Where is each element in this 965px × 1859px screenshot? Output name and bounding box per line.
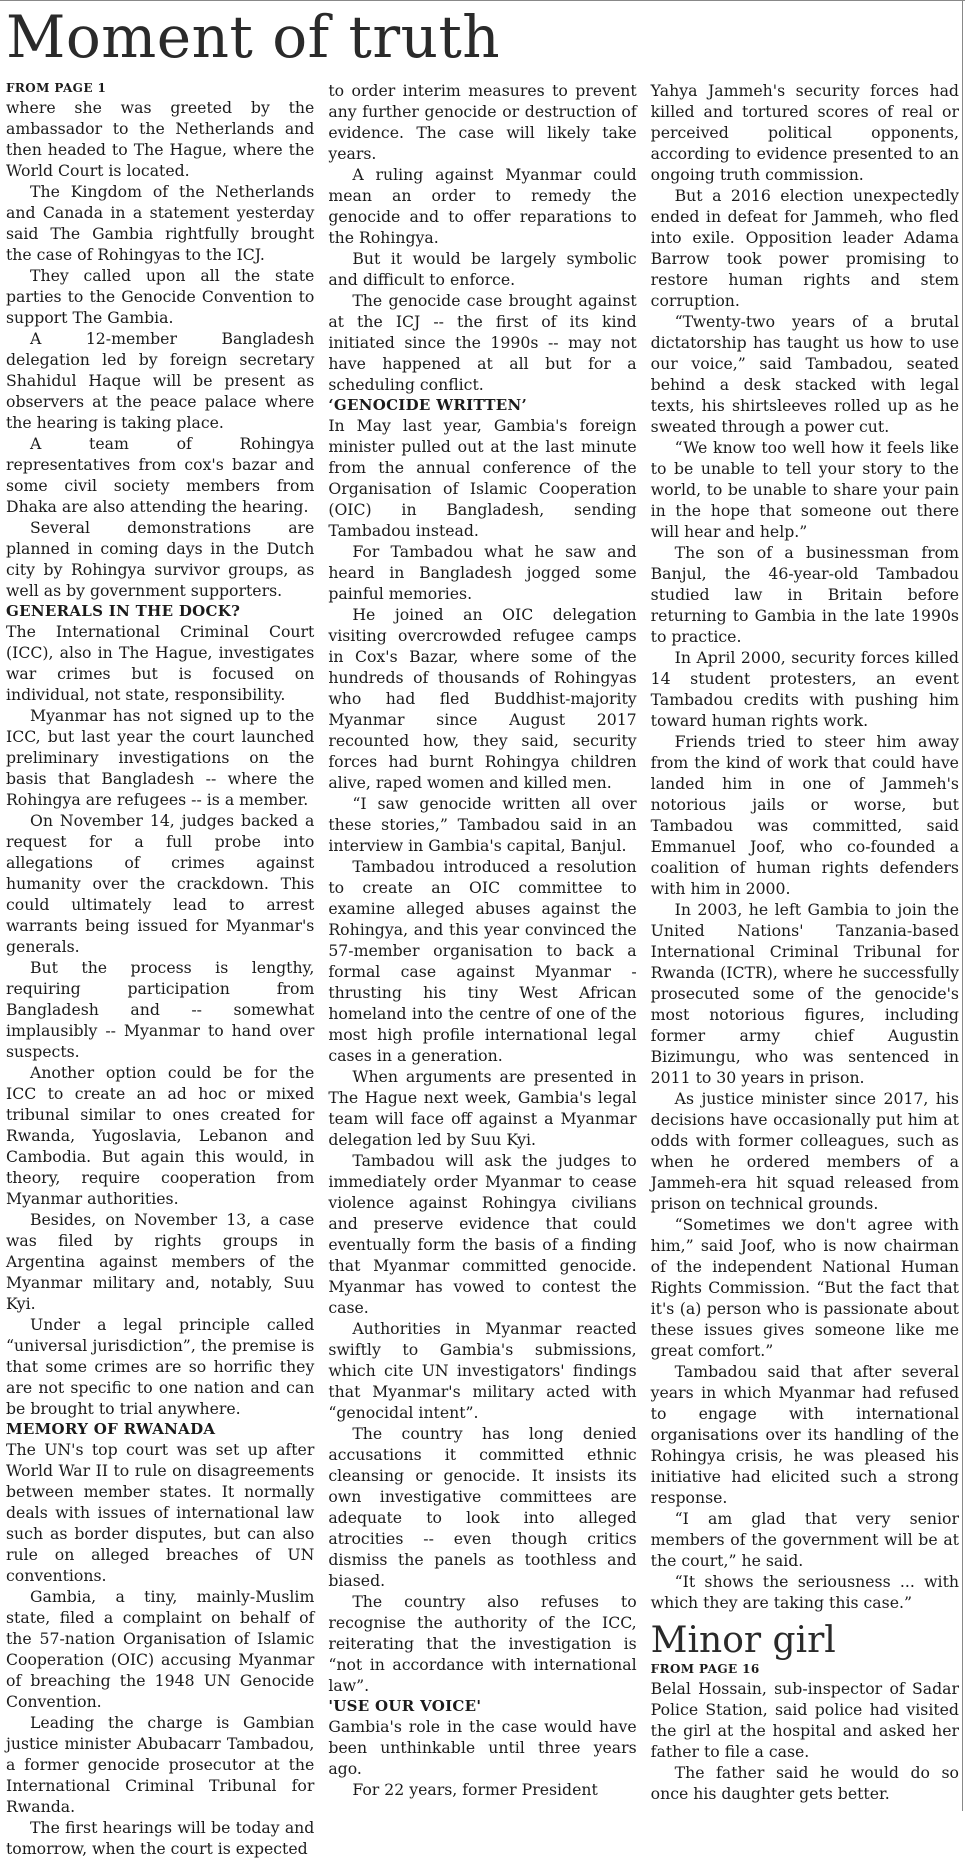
paragraph: They called upon all the state parties to the Genocide Convention to support The Gambia. (6, 266, 315, 327)
minor-girl-headline: Minor girl (650, 1620, 836, 1661)
paragraph: Authorities in Myanmar reacted swiftly to Gambia's submissions, which cite UN investigators' findings that Myanmar's military acted with “genocidal intent”. (328, 1319, 637, 1422)
paragraph: The country also refuses to recognise the authority of the ICC, reiterating that the investigation is “not in accordance with international law”. (328, 1592, 637, 1695)
paragraph: The International Criminal Court (ICC), also in The Hague, investigates war crimes but is focused on individual, not state, responsibility. (6, 622, 315, 704)
paragraph: Under a legal principle called “universal jurisdiction”, the premise is that some crimes are so horrific they are not specific to one nation and can be brought to trial anywhere. (6, 1315, 315, 1418)
paragraph: Gambia's role in the case would have been unthinkable until three years ago. (328, 1717, 637, 1778)
paragraph: A ruling against Myanmar could mean an order to remedy the genocide and to offer reparations to the Rohingya. (328, 165, 637, 247)
paragraph: For Tambadou what he saw and heard in Bangladesh jogged some painful memories. (328, 542, 637, 603)
paragraph: The country has long denied accusations it committed ethnic cleansing or genocide. It insists its own investigative committees are adequate to look into alleged atrocities -- even though critics dismiss the panels as toothless and biased. (328, 1424, 637, 1590)
paragraph: to order interim measures to prevent any further genocide or destruction of evidence. The case will likely take years. (328, 81, 637, 163)
paragraph: where she was greeted by the ambassador to the Netherlands and then headed to The Hague, where the World Court is located. (6, 98, 315, 180)
subheading-use-our-voice: 'USE OUR VOICE' (328, 1697, 482, 1715)
paragraph: Yahya Jammeh's security forces had killed and tortured scores of real or perceived political opponents, according to evidence presented to an ongoing truth commission. (650, 81, 959, 184)
paragraph: Besides, on November 13, a case was filed by rights groups in Argentina against members of the Myanmar military and, notably, Suu Kyi. (6, 1210, 315, 1313)
paragraph: “I am glad that very senior members of the government will be at the court,” he said. (650, 1509, 959, 1570)
paragraph: But it would be largely symbolic and difficult to enforce. (328, 249, 637, 289)
column-2 (328, 80, 636, 1859)
paragraph: In May last year, Gambia's foreign minister pulled out at the last minute from the annual conference of the Organisation of Islamic Cooperation (OIC) in Bangladesh, sending Tambadou instead. (328, 416, 637, 540)
paragraph: In April 2000, security forces killed 14 student protesters, an event Tambadou credits with pushing him toward human rights work. (650, 648, 959, 730)
paragraph: Gambia, a tiny, mainly-Muslim state, filed a complaint on behalf of the 57-nation Organisation of Islamic Cooperation (OIC) accusing Myanmar of breaching the 1948 UN Genocide Convention. (6, 1587, 315, 1711)
paragraph: In 2003, he left Gambia to join the United Nations' Tanzania-based International Criminal Tribunal for Rwanda (ICTR), where he successfully prosecuted some of the genocide's most notorious figures, including former army chief Augustin Bizimungu, who was sentenced in 2011 to 30 years in prison. (650, 900, 959, 1087)
paragraph: Leading the charge is Gambian justice minister Abubacarr Tambadou, a former genocide prosecutor at the International Criminal Tribunal for Rwanda. (6, 1713, 315, 1816)
paragraph: But a 2016 election unexpectedly ended in defeat for Jammeh, who fled into exile. Opposition leader Adama Barrow took power promising to restore human rights and stem corruption. (650, 186, 959, 310)
paragraph: Belal Hossain, sub-inspector of Sadar Police Station, said police had visited the girl at the hospital and asked her father to file a case. (650, 1679, 959, 1761)
from-page-16-label: FROM PAGE 16 (650, 1662, 760, 1676)
paragraph: Myanmar has not signed up to the ICC, but last year the court launched preliminary investigations on the basis that Bangladesh -- where the Rohingya are refugees -- is a member. (6, 706, 315, 809)
from-page-label: FROM PAGE 1 (6, 81, 107, 95)
paragraph: “Sometimes we don't agree with him,” said Joof, who is now chairman of the independent National Human Rights Commission. “But the fact that it's (a) person who is passionate about these issues gives someone like me great comfort.” (650, 1215, 959, 1360)
paragraph: Another option could be for the ICC to create an ad hoc or mixed tribunal similar to ones created for Rwanda, Yugoslavia, Lebanon and Cambodia. But again this would, in theory, require cooperation from Myanmar authorities. (6, 1063, 315, 1208)
paragraph: Tambadou introduced a resolution to create an OIC committee to examine alleged abuses against the Rohingya, and this year convinced the 57-member organisation to back a formal case against Myanmar - thrusting his tiny West African homeland into the centre of one of the most high profile international legal cases in a generation. (328, 857, 637, 1065)
paragraph: Friends tried to steer him away from the kind of work that could have landed him in one of Jammeh's notorious jails or worse, but Tambadou was committed, said Emmanuel Joof, who co-founded a coalition of human rights defenders with him in 2000. (650, 732, 959, 898)
article-columns (6, 80, 959, 1859)
paragraph: Tambadou said that after several years in which Myanmar had refused to engage with international organisations over its handling of the Rohingya crisis, he was pleased his initiative had elicited such a strong response. (650, 1362, 959, 1507)
paragraph: The son of a businessman from Banjul, the 46-year-old Tambadou studied law in Britain before returning to Gambia in the late 1990s to practice. (650, 543, 959, 646)
paragraph: The first hearings will be today and tomorrow, when the court is expected (6, 1818, 315, 1858)
paragraph: The Kingdom of the Netherlands and Canada in a statement yesterday said The Gambia rightfully brought the case of Rohingyas to the ICJ. (6, 182, 315, 264)
paragraph: The UN's top court was set up after World War II to rule on disagreements between member states. It normally deals with issues of international law such as border disputes, but can also rule on alleged breaches of UN conventions. (6, 1440, 315, 1585)
paragraph: For 22 years, former President (352, 1780, 598, 1799)
column-1 (6, 80, 314, 1859)
paragraph: On November 14, judges backed a request for a full probe into allegations of crimes against humanity over the crackdown. This could ultimately lead to arrest warrants being issued for Myanmar's generals. (6, 811, 315, 956)
subheading-rwanda: MEMORY OF RWANADA (6, 1420, 216, 1438)
paragraph: A team of Rohingya representatives from cox's bazar and some civil society members from Dhaka are also attending the hearing. (6, 434, 315, 516)
paragraph: But the process is lengthy, requiring participation from Bangladesh and -- somewhat implausibly -- Myanmar to hand over suspects. (6, 958, 315, 1061)
paragraph: When arguments are presented in The Hague next week, Gambia's legal team will face off against a Myanmar delegation led by Suu Kyi. (328, 1067, 637, 1149)
paragraph: As justice minister since 2017, his decisions have occasionally put him at odds with former colleagues, such as when he ordered members of a Jammeh-era hit squad released from prison on technical grounds. (650, 1089, 959, 1213)
paragraph: “We know too well how it feels like to be unable to tell your story to the world, to be unable to share your pain in the hope that someone out there will hear and help.” (650, 438, 959, 541)
paragraph: “I saw genocide written all over these stories,” Tambadou said in an interview in Gambia's capital, Banjul. (328, 794, 637, 855)
paragraph: “It shows the seriousness ... with which they are taking this case.” (650, 1572, 959, 1612)
headline: Moment of truth (6, 3, 501, 71)
paragraph: A 12-member Bangladesh delegation led by foreign secretary Shahidul Haque will be present as observers at the peace palace where the hearing is taking place. (6, 329, 315, 432)
paragraph: Several demonstrations are planned in coming days in the Dutch city by Rohingya survivor groups, as well as by government supporters. (6, 518, 315, 600)
paragraph: Tambadou will ask the judges to immediately order Myanmar to cease violence against Rohingya civilians and preserve evidence that could eventually form the basis of a finding that Myanmar committed genocide. Myanmar has vowed to contest the case. (328, 1151, 637, 1317)
right-rule (962, 0, 963, 1811)
column-3 (651, 80, 959, 1859)
subheading-genocide-written: ‘GENOCIDE WRITTEN’ (328, 396, 528, 414)
paragraph: “Twenty-two years of a brutal dictatorship has taught us how to use our voice,” said Tambadou, seated behind a desk stacked with legal texts, his shirtsleeves rolled up as he sweated through a power cut. (650, 312, 959, 436)
top-rule (0, 0, 965, 1)
paragraph: The father said he would do so once his daughter gets better. (650, 1763, 959, 1803)
subheading-generals: GENERALS IN THE DOCK? (6, 602, 241, 620)
paragraph: The genocide case brought against at the ICJ -- the first of its kind initiated since the 1990s -- may not have happened at all but for a scheduling conflict. (328, 291, 637, 394)
paragraph: He joined an OIC delegation visiting overcrowded refugee camps in Cox's Bazar, where some of the hundreds of thousands of Rohingyas who had fled Buddhist-majority Myanmar since August 2017 recounted how, they said, security forces had burnt Rohingya children alive, raped women and killed men. (328, 605, 637, 792)
